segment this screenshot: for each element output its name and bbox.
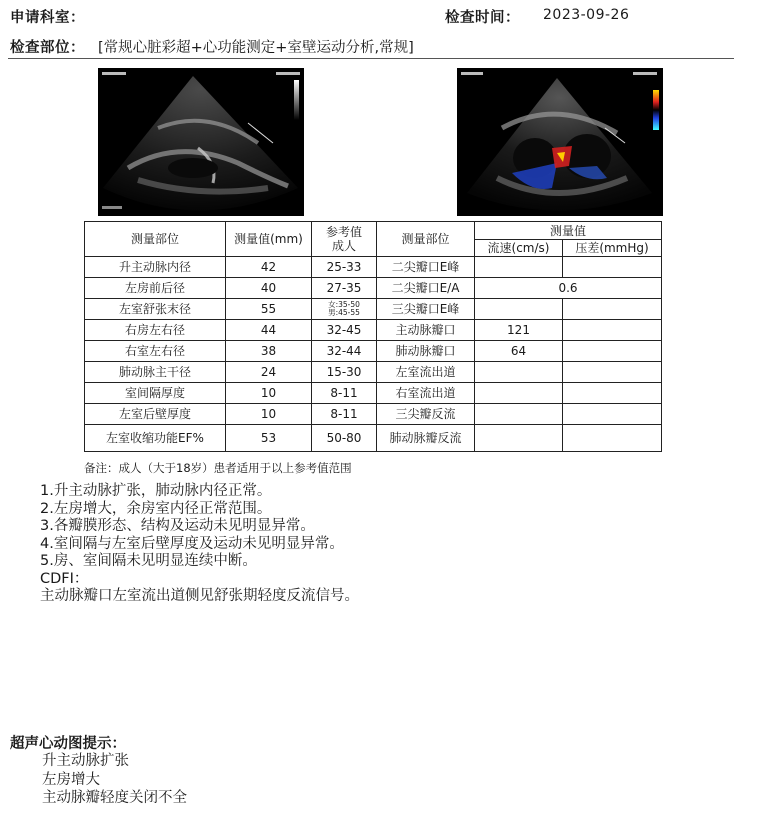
conclusion-item: 升主动脉扩张: [42, 753, 129, 769]
conclusion-item: 左房增大: [42, 771, 100, 788]
exam-site-value: [常规心脏彩超+心功能测定+室壁运动分析,常规]: [98, 40, 414, 56]
row-value: 44: [226, 320, 312, 341]
table-row: [85, 404, 662, 425]
row-speed: [475, 383, 563, 404]
table-note: 备注：成人（大于18岁）患者适用于以上参考值范围: [84, 461, 352, 475]
conclusion-list: [42, 752, 187, 808]
row-ref: 8-11: [312, 383, 377, 404]
header-pressure: 压差(mmHg): [563, 240, 662, 257]
table-row: [85, 362, 662, 383]
row-speed: 0.6: [475, 278, 662, 299]
cdfi-label: CDFI：: [40, 570, 89, 587]
row-site2: 肺动脉瓣口: [377, 341, 475, 362]
row-value: 42: [226, 257, 312, 278]
table-row: [85, 257, 662, 278]
row-site: 升主动脉内径: [85, 257, 226, 278]
row-site: 左室后壁厚度: [85, 404, 226, 425]
row-site2: 肺动脉瓣反流: [377, 425, 475, 452]
table-row: [85, 278, 662, 299]
row-pressure: [563, 299, 662, 320]
row-site2: 左室流出道: [377, 362, 475, 383]
dept-label: 申请科室：: [10, 10, 85, 26]
row-speed: [475, 404, 563, 425]
row-speed: [475, 257, 563, 278]
row-value: 24: [226, 362, 312, 383]
table-row: [85, 299, 662, 320]
findings: [40, 483, 359, 606]
row-value: 53: [226, 425, 312, 452]
row-ref-female: 女:35-50: [328, 300, 360, 309]
row-pressure: [563, 257, 662, 278]
row-site2: 主动脉瓣口: [377, 320, 475, 341]
row-speed: 121: [475, 320, 563, 341]
conclusion-title: 超声心动图提示：: [10, 736, 126, 752]
header-value-mm: 测量值(mm): [226, 222, 312, 257]
header-site-2: 测量部位: [377, 222, 475, 257]
row-ref: 32-45: [312, 320, 377, 341]
row-ref-male: 男:45-55: [328, 308, 360, 317]
row-ref: 32-44: [312, 341, 377, 362]
header-site: 测量部位: [85, 222, 226, 257]
header-divider: [8, 58, 734, 59]
exam-site-label: 检查部位：: [10, 40, 85, 56]
finding-item: 3.各瓣膜形态、结构及运动未见明显异常。: [40, 518, 315, 534]
finding-item: 主动脉瓣口左室流出道侧见舒张期轻度反流信号。: [40, 588, 359, 604]
row-site2: 二尖瓣口E峰: [377, 257, 475, 278]
row-ref: [312, 299, 377, 320]
row-pressure: [563, 362, 662, 383]
row-value: 10: [226, 404, 312, 425]
header-reference-line2: 成人: [331, 239, 356, 253]
row-site2: 二尖瓣口E/A: [377, 278, 475, 299]
row-ref: 27-35: [312, 278, 377, 299]
finding-item: 4.室间隔与左室后壁厚度及运动未见明显异常。: [40, 535, 344, 552]
exam-time-label: 检查时间：: [445, 10, 520, 26]
row-value: 55: [226, 299, 312, 320]
row-pressure: [563, 404, 662, 425]
row-site: 室间隔厚度: [85, 383, 226, 404]
table-row: [85, 425, 662, 452]
row-pressure: [563, 320, 662, 341]
table-row: [85, 320, 662, 341]
finding-item: 1.升主动脉扩张，肺动脉内径正常。: [40, 483, 272, 499]
header-reference-line1: 参考值: [325, 225, 362, 239]
row-ref: 15-30: [312, 362, 377, 383]
finding-item: 2.左房增大，余房室内径正常范围。: [40, 500, 272, 517]
row-site2: 三尖瓣反流: [377, 404, 475, 425]
measurement-table: [84, 221, 662, 452]
row-value: 40: [226, 278, 312, 299]
row-speed: [475, 425, 563, 452]
conclusion-item: 主动脉瓣轻度关闭不全: [42, 790, 187, 806]
exam-time-value: 2023-09-26: [543, 7, 630, 23]
row-value: 38: [226, 341, 312, 362]
row-speed: 64: [475, 341, 563, 362]
row-value: 10: [226, 383, 312, 404]
header-reference: [312, 222, 377, 257]
row-speed: [475, 299, 563, 320]
table-row: [85, 383, 662, 404]
row-site: 左室舒张末径: [85, 299, 226, 320]
row-speed: [475, 362, 563, 383]
row-ref: 25-33: [312, 257, 377, 278]
table-row: [85, 341, 662, 362]
row-site2: 右室流出道: [377, 383, 475, 404]
echocardiogram-2d-image: [98, 68, 304, 216]
header-measured: 测量值: [475, 222, 662, 240]
row-site: 左室收缩功能EF%: [85, 425, 226, 452]
row-site: 左房前后径: [85, 278, 226, 299]
row-site: 右房左右径: [85, 320, 226, 341]
row-site: 肺动脉主干径: [85, 362, 226, 383]
echocardiogram-color-doppler-image: [457, 68, 663, 216]
row-ref: 8-11: [312, 404, 377, 425]
row-site2: 三尖瓣口E峰: [377, 299, 475, 320]
row-pressure: [563, 383, 662, 404]
row-site: 右室左右径: [85, 341, 226, 362]
row-pressure: [563, 341, 662, 362]
row-ref: 50-80: [312, 425, 377, 452]
header-speed: 流速(cm/s): [475, 240, 563, 257]
row-pressure: [563, 425, 662, 452]
finding-item: 5.房、室间隔未见明显连续中断。: [40, 553, 257, 569]
